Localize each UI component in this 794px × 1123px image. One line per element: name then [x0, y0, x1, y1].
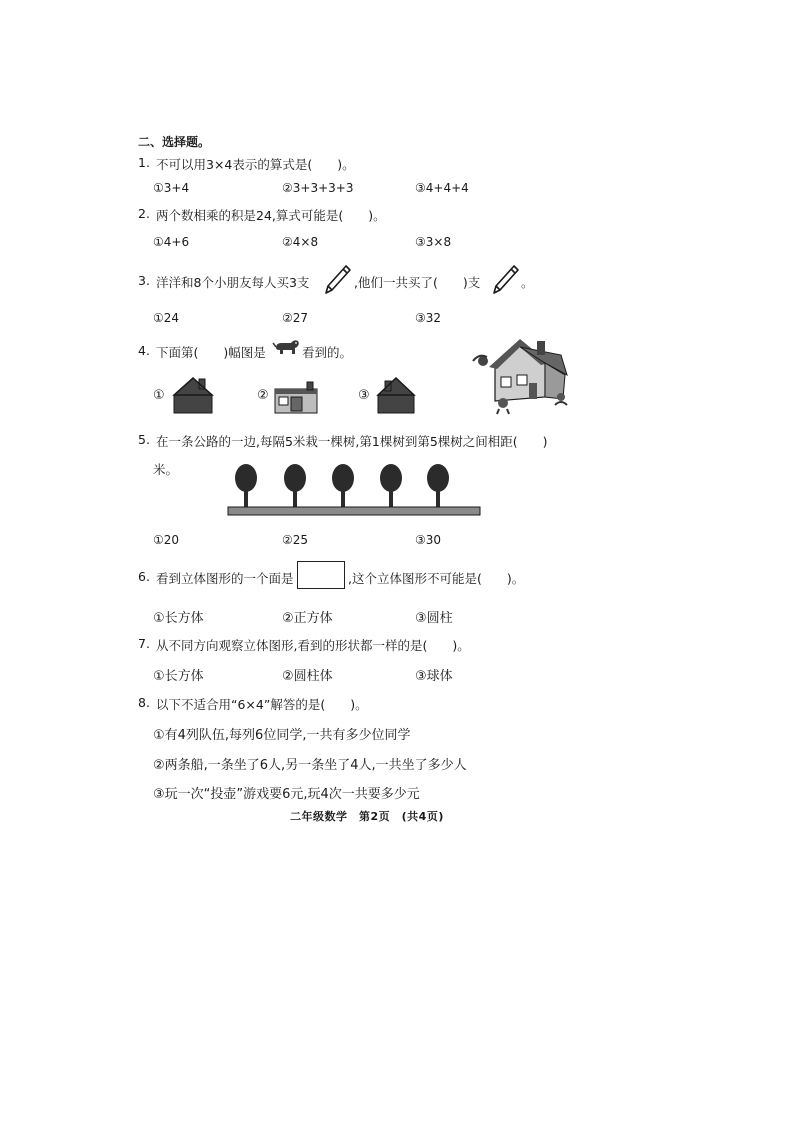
question-4-number: 4. [138, 343, 150, 358]
question-4-option-3[interactable]: ③ [358, 388, 370, 403]
question-7-option-1[interactable]: ①长方体 [153, 669, 204, 684]
question-8-option-1[interactable]: ①有4列队伍,每列6位同学,一共有多少位同学 [153, 728, 411, 743]
house-perspective-illustration [465, 335, 575, 415]
question-2-text: 两个数相乘的积是24,算式可能是( )。 [156, 208, 386, 223]
question-8-text: 以下不适合用“6×4”解答的是( )。 [156, 697, 368, 712]
question-3-option-2[interactable]: ②27 [282, 311, 309, 325]
question-6-text-b: ,这个立体图形不可能是( )。 [348, 571, 525, 586]
puppy-icon [273, 336, 301, 358]
question-2-option-1[interactable]: ①4+6 [153, 235, 190, 249]
question-1-option-3[interactable]: ③4+4+4 [415, 181, 469, 195]
question-3-option-3[interactable]: ③32 [415, 311, 442, 325]
page-footer: 二年级数学 第2页 (共4页) [290, 810, 444, 823]
question-8-number: 8. [138, 695, 150, 710]
question-6-option-1[interactable]: ①长方体 [153, 611, 204, 626]
question-5-option-2[interactable]: ②25 [282, 533, 309, 547]
question-6-number: 6. [138, 569, 150, 584]
house-side-view-option-2[interactable] [273, 381, 319, 415]
question-5-number: 5. [138, 432, 150, 447]
question-4-option-1[interactable]: ① [153, 388, 165, 403]
question-6-option-3[interactable]: ③圆柱 [415, 611, 453, 626]
question-5-option-3[interactable]: ③30 [415, 533, 442, 547]
question-1-text: 不可以用3×4表示的算式是( )。 [156, 157, 355, 172]
question-2-option-3[interactable]: ③3×8 [415, 235, 452, 249]
question-2-option-2[interactable]: ②4×8 [282, 235, 319, 249]
question-4-text-a: 下面第( )幅图是 [156, 345, 266, 360]
question-3-text-a: 洋洋和8个小朋友每人买3支 [156, 275, 310, 290]
pencil-icon [322, 263, 352, 295]
question-1-option-2[interactable]: ②3+3+3+3 [282, 181, 354, 195]
question-7-option-2[interactable]: ②圆柱体 [282, 669, 333, 684]
question-8-option-3[interactable]: ③玩一次“投壶”游戏要6元,玩4次一共要多少元 [153, 787, 420, 802]
tree-4 [380, 464, 402, 508]
question-4-text-b: 看到的。 [302, 345, 353, 360]
rectangle-face-figure [297, 561, 345, 589]
tree-1 [235, 464, 257, 508]
house-front-view-option-3[interactable] [374, 375, 418, 415]
question-6-option-2[interactable]: ②正方体 [282, 611, 333, 626]
trees-along-road-illustration [228, 460, 480, 518]
question-7-text: 从不同方向观察立体图形,看到的形状都一样的是( )。 [156, 638, 470, 653]
question-3-text-c: 。 [521, 275, 534, 290]
question-7-option-3[interactable]: ③球体 [415, 669, 453, 684]
question-8-option-2[interactable]: ②两条船,一条坐了6人,另一条坐了4人,一共坐了多少人 [153, 758, 467, 773]
house-front-view-option-1[interactable] [170, 375, 216, 415]
question-1-option-1[interactable]: ①3+4 [153, 181, 190, 195]
question-3-option-1[interactable]: ①24 [153, 311, 180, 325]
road [228, 507, 480, 515]
question-4-option-2[interactable]: ② [257, 388, 269, 403]
question-3-text-b: ,他们一共买了( )支 [354, 275, 481, 290]
question-2-number: 2. [138, 206, 150, 221]
tree-2 [284, 464, 306, 508]
question-6-text-a: 看到立体图形的一个面是 [156, 571, 294, 586]
question-1-number: 1. [138, 155, 150, 170]
question-5-text-line-2: 米。 [153, 462, 179, 477]
question-7-number: 7. [138, 636, 150, 651]
section-title: 二、选择题。 [138, 135, 211, 149]
tree-5 [427, 464, 449, 508]
question-3-number: 3. [138, 273, 150, 288]
question-5-text: 在一条公路的一边,每隔5米栽一棵树,第1棵树到第5棵树之间相距( ) [156, 434, 548, 449]
tree-3 [332, 464, 354, 508]
question-5-option-1[interactable]: ①20 [153, 533, 180, 547]
pencil-icon [490, 263, 520, 295]
